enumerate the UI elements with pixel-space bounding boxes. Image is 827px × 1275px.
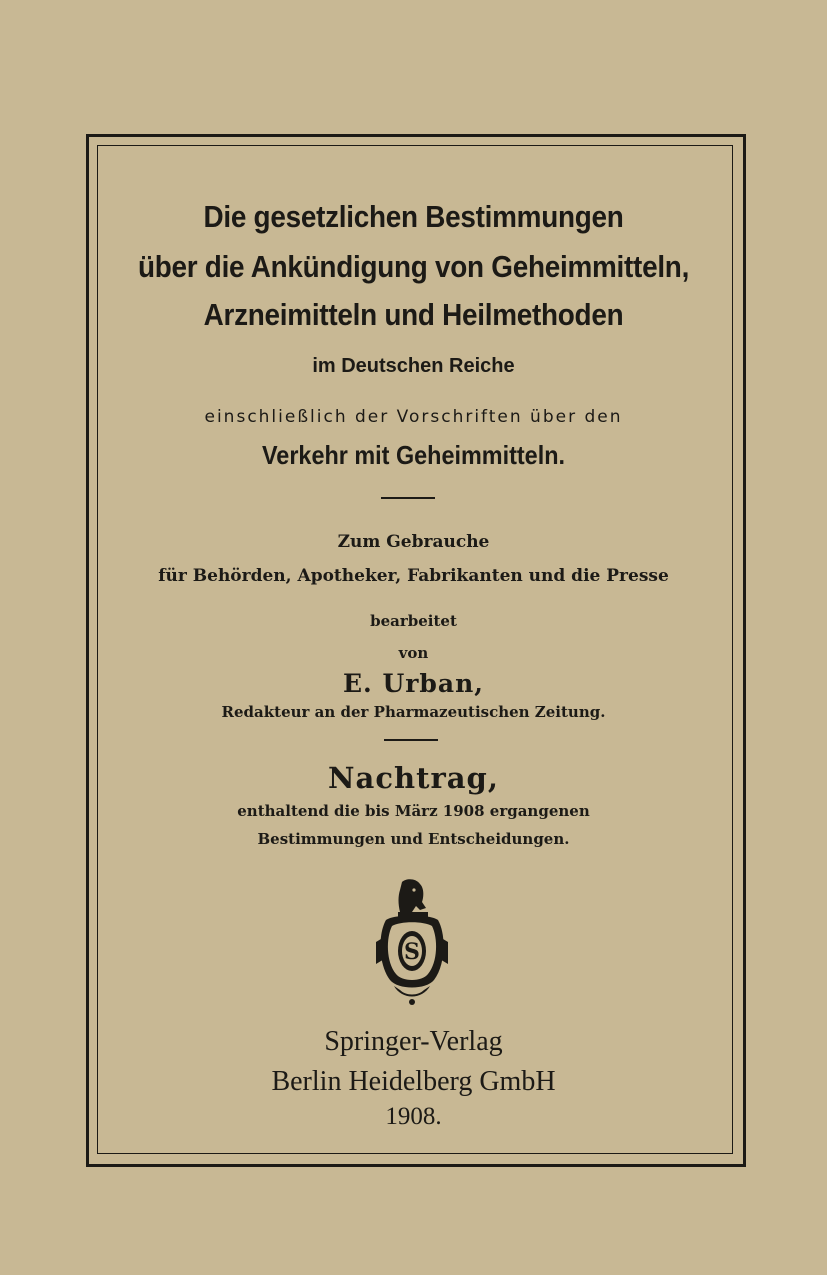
usage-line-1: Zum Gebrauche — [337, 532, 490, 552]
by-label: von — [398, 644, 429, 662]
supplement-line-1: enthaltend die bis März 1908 ergangenen — [237, 802, 590, 820]
divider-2 — [384, 739, 438, 741]
author-role: Redakteur an der Pharmazeutischen Zeitung. — [221, 703, 606, 721]
supplement-title: Nachtrag, — [328, 761, 499, 795]
supplement-line-2: Bestimmungen und Entscheidungen. — [257, 830, 570, 848]
title-line-3: Arzneimitteln und Heilmethoden — [203, 297, 624, 332]
subtitle-2: einschließlich der Vorschriften über den — [204, 407, 623, 427]
publication-year: 1908. — [385, 1103, 442, 1130]
subtitle-3: Verkehr mit Geheimmitteln. — [261, 440, 565, 470]
subtitle: im Deutschen Reiche — [312, 355, 515, 377]
divider-1 — [381, 497, 435, 499]
publisher-location: Berlin Heidelberg GmbH — [271, 1066, 556, 1097]
title-line-2: über die Ankündigung von Geheimmitteln, — [137, 249, 690, 284]
edited-label: bearbeitet — [370, 612, 457, 630]
svg-text:S: S — [404, 939, 420, 965]
publisher-name: Springer-Verlag — [324, 1026, 503, 1057]
usage-line-2: für Behörden, Apotheker, Fabrikanten und die Presse — [158, 566, 669, 586]
title-line-1: Die gesetzlichen Bestimmungen — [203, 199, 624, 234]
author-name: E. Urban, — [343, 669, 484, 698]
springer-knight-emblem-icon — [372, 876, 452, 1008]
